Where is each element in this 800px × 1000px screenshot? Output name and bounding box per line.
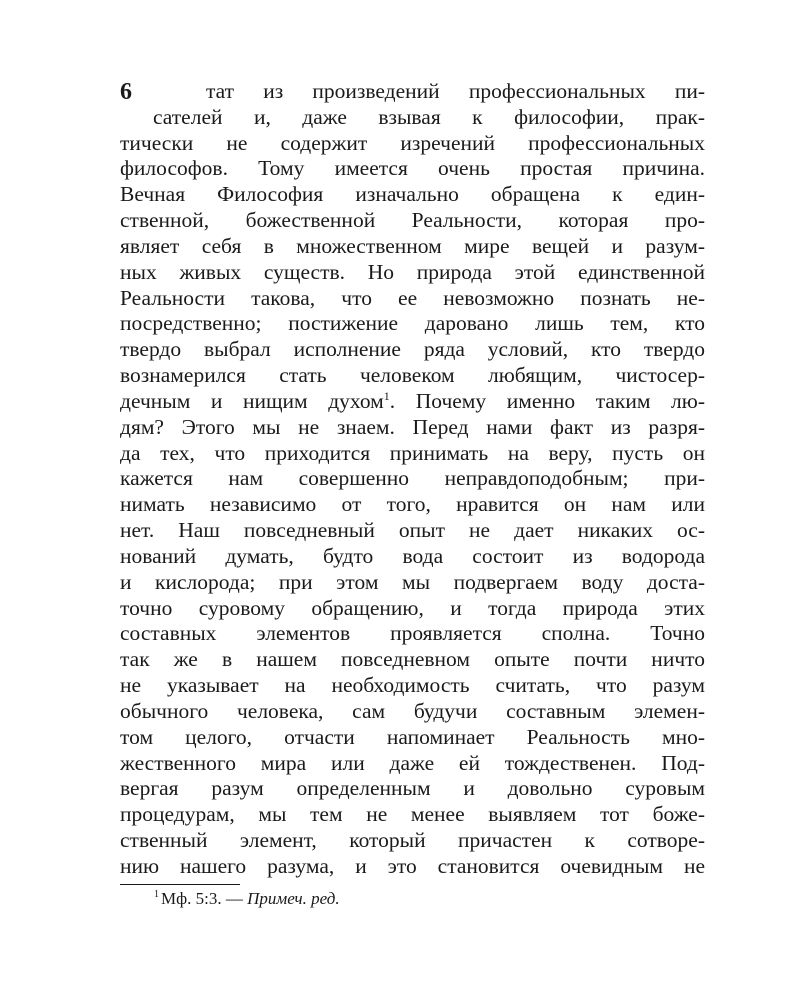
footnote-divider	[120, 884, 240, 885]
footnote-marker: 1	[154, 889, 159, 901]
text-line: ственной, божественной Реальности, которая про-	[120, 208, 705, 233]
text-line: философов. Тому имеется очень простая причина.	[120, 156, 705, 181]
text-line: ных живых существ. Но природа этой единственной	[120, 259, 705, 284]
text-line: являет себя в множественном мире вещей и разум-	[120, 233, 705, 258]
text-line: нет. Наш повседневный опыт не дает никаких ос-	[120, 518, 705, 543]
text-line: тически не содержит изречений профессиональных	[120, 130, 705, 155]
text-line: тат из произведений профессиональных пи-	[206, 79, 705, 103]
footnote-text: Мф. 5:3. —	[161, 889, 248, 908]
body-text	[120, 79, 705, 880]
text-line: кажется нам совершенно неправдоподобным; при-	[120, 466, 705, 491]
text-line: Реальности такова, что ее невозможно познать не-	[120, 285, 705, 310]
text-line: посредственно; постижение даровано лишь тем, кто	[120, 311, 705, 336]
footnote	[154, 888, 340, 910]
text-line: нований думать, будто вода состоит из водорода	[120, 543, 705, 568]
text-segment: . Почему именно таким лю-	[389, 388, 705, 413]
text-segment: дечным и нищим духом	[120, 388, 384, 413]
text-line: обычного человека, сам будучи составным элемен-	[120, 698, 705, 723]
text-line: том целого, отчасти напоминает Реальность мно-	[120, 724, 705, 749]
text-line: ственный элемент, который причастен к сотворе-	[120, 828, 705, 853]
page-number: 6	[120, 79, 132, 105]
text-line: не указывает на необходимость считать, что разум	[120, 673, 705, 698]
text-line: вергая разум определенным и довольно суровым	[120, 776, 705, 801]
text-line-with-footnote	[120, 389, 705, 415]
text-line: составных элементов проявляется сполна. Точно	[120, 621, 705, 646]
text-line: да тех, что приходится принимать на веру, пусть он	[120, 440, 705, 465]
text-line: точно суровому обращению, и тогда природа этих	[120, 595, 705, 620]
text-line: сателей и, даже взывая к философии, прак-	[153, 104, 705, 129]
footnote-editor-note: Примеч. ред.	[247, 889, 340, 908]
text-line: дям? Этого мы не знаем. Перед нами факт из разря-	[120, 414, 705, 439]
text-line: нимать независимо от того, нравится он нам или	[120, 492, 705, 517]
text-line: твердо выбрал исполнение ряда условий, кто твердо	[120, 337, 705, 362]
footnote-reference: 1	[383, 388, 390, 403]
text-line: и кислорода; при этом мы подвергаем воду доста-	[120, 569, 705, 594]
text-line: так же в нашем повседневном опыте почти ничто	[120, 647, 705, 672]
text-line: процедурам, мы тем не менее выявляем тот боже-	[120, 802, 705, 827]
text-line: вознамерился стать человеком любящим, чистосер-	[120, 363, 705, 388]
text-line: нию нашего разума, и это становится очевидным не	[120, 853, 705, 878]
text-line: Вечная Философия изначально обращена к един-	[120, 182, 705, 207]
text-line: жественного мира или даже ей тождественен. Под-	[120, 750, 705, 775]
